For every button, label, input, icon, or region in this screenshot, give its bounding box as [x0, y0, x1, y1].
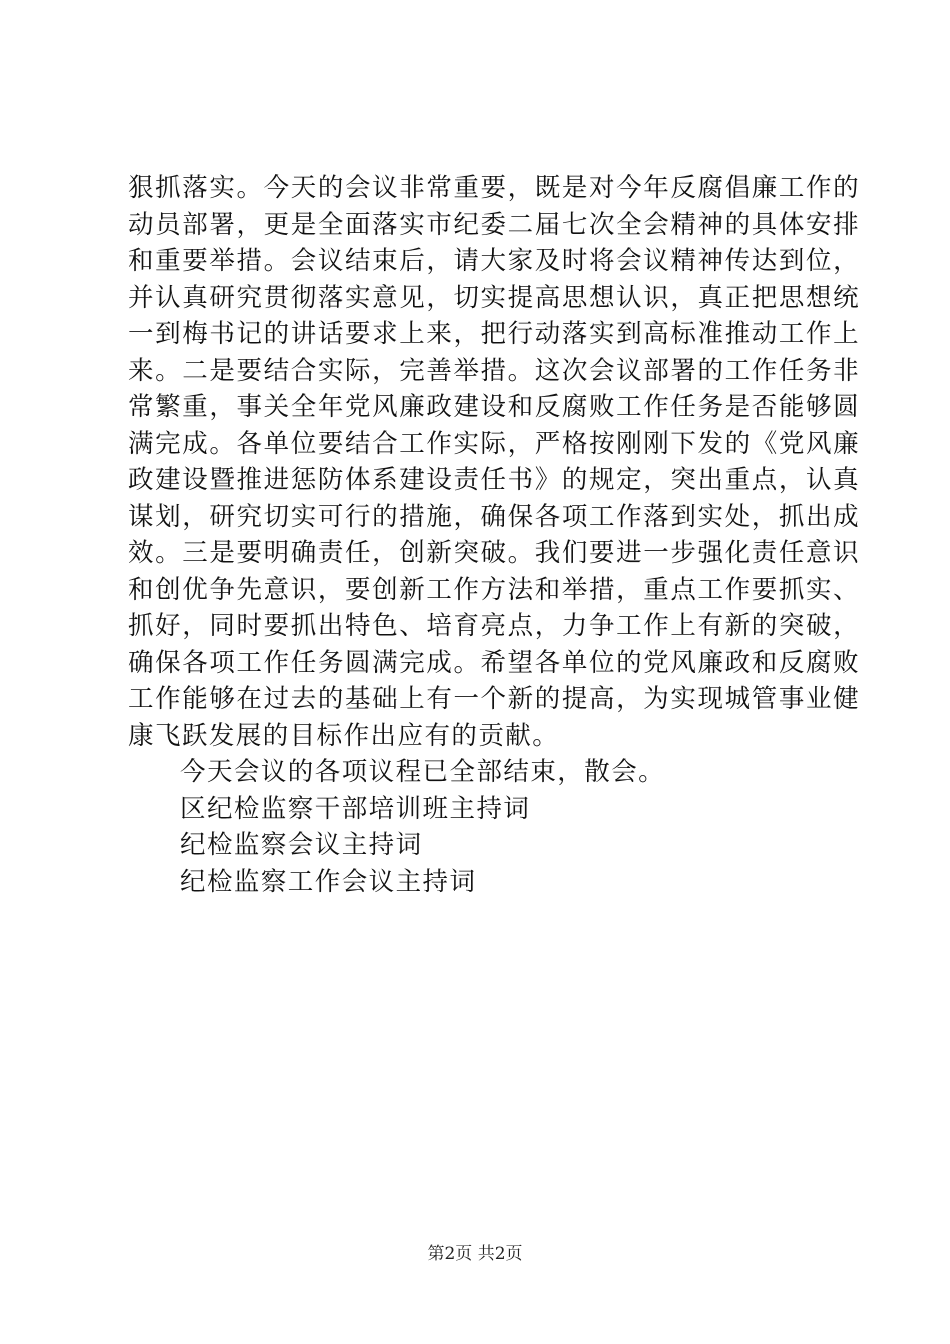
paragraph-line: 动员部署，更是全面落实市纪委二届七次全会精神的具体安排	[128, 209, 861, 240]
paragraph-line: 工作能够在过去的基础上有一个新的提高，为实现城管事业健	[128, 684, 861, 714]
paragraph-line: 和创优争先意识，要创新工作方法和举措，重点工作要抓实、	[128, 574, 861, 605]
document-body	[128, 170, 861, 900]
paragraph-line: 政建设暨推进惩防体系建设责任书》的规定，突出重点，认真	[128, 465, 861, 495]
paragraph-line: 并认真研究贯彻落实意见，切实提高思想认识，真正把思想统	[128, 282, 861, 313]
related-title: 区纪检监察干部培训班主持词	[180, 793, 531, 824]
related-title: 纪检监察会议主持词	[180, 830, 423, 860]
paragraph-line: 抓好，同时要抓出特色、培育亮点，力争工作上有新的突破，	[128, 611, 861, 641]
paragraph-line: 效。三是要明确责任，创新突破。我们要进一步强化责任意识	[128, 538, 861, 568]
paragraph-line: 来。二是要结合实际，完善举措。这次会议部署的工作任务非	[128, 355, 861, 386]
page-footer: 第2页 共2页	[427, 1244, 523, 1264]
paragraph-line: 确保各项工作任务圆满完成。希望各单位的党风廉政和反腐败	[128, 647, 861, 678]
paragraph-line: 狠抓落实。今天的会议非常重要，既是对今年反腐倡廉工作的	[128, 173, 861, 203]
paragraph-line: 和重要举措。会议结束后，请大家及时将会议精神传达到位，	[128, 246, 861, 276]
paragraph-line: 一到梅书记的讲话要求上来，把行动落实到高标准推动工作上	[128, 319, 861, 349]
paragraph-line: 满完成。各单位要结合工作实际，严格按刚刚下发的《党风廉	[128, 428, 861, 459]
closing-line: 今天会议的各项议程已全部结束，散会。	[180, 757, 666, 787]
paragraph-line: 谋划，研究切实可行的措施，确保各项工作落到实处，抓出成	[128, 501, 861, 532]
related-title: 纪检监察工作会议主持词	[180, 866, 477, 897]
paragraph-line: 康飞跃发展的目标作出应有的贡献。	[128, 720, 560, 751]
paragraph-line: 常繁重，事关全年党风廉政建设和反腐败工作任务是否能够圆	[128, 392, 861, 422]
